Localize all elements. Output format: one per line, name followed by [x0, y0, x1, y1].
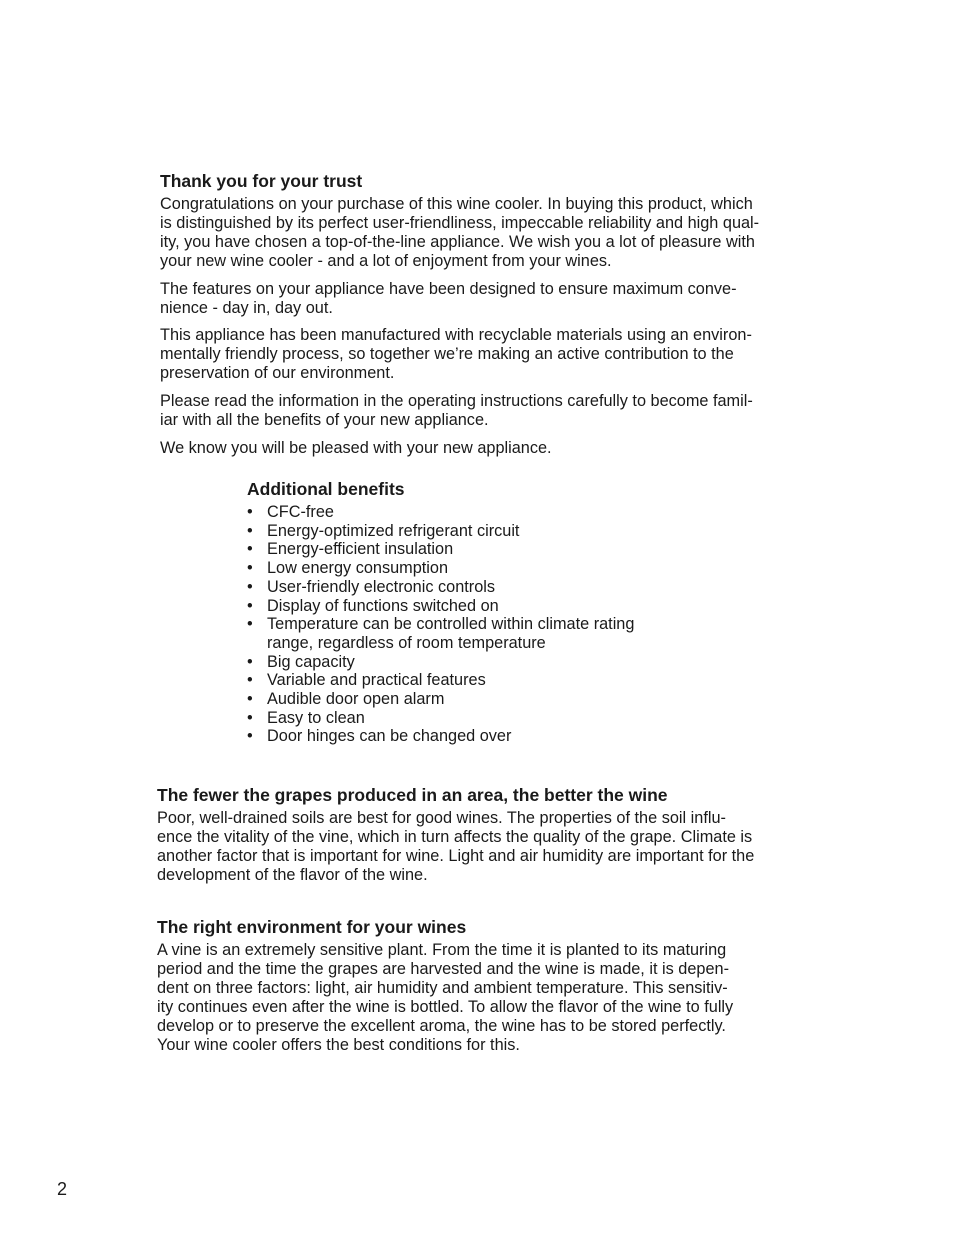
list-item-text: Variable and practical features	[267, 671, 486, 690]
list-item	[247, 671, 767, 690]
bullet-icon: •	[247, 690, 253, 709]
list-item	[247, 597, 767, 616]
bullet-icon: •	[247, 708, 253, 727]
list-item	[247, 653, 767, 672]
environment-section	[157, 916, 782, 1063]
grapes-paragraph: Poor, well-drained soils are best for good wines. The properties of the soil influ- ence the vitality of the vine, which in turn affects the quality of the grape. Climate is another factor that is important for wine. Light and air humidity are important for the development of the flavor of the wine.	[157, 809, 755, 884]
list-item	[247, 522, 767, 541]
benefits-section	[247, 478, 767, 746]
list-item	[247, 615, 767, 652]
benefits-list	[247, 503, 767, 746]
list-item	[247, 727, 767, 746]
trust-section	[160, 170, 785, 467]
list-item-text: Door hinges can be changed over	[267, 727, 512, 746]
bullet-icon: •	[247, 540, 253, 559]
bullet-icon: •	[247, 503, 253, 521]
list-item	[247, 690, 767, 709]
grapes-heading: The fewer the grapes produced in an area, the better the wine	[157, 785, 668, 805]
list-item	[247, 503, 767, 522]
page-number: 2	[57, 1179, 68, 1199]
list-item-text: User-friendly electronic controls	[267, 577, 496, 596]
list-item-text: Display of functions switched on	[267, 596, 499, 615]
bullet-icon: •	[247, 559, 253, 578]
bullet-icon: •	[247, 652, 253, 671]
trust-heading: Thank you for your trust	[160, 171, 363, 191]
list-item-text: Temperature can be controlled within climate rating range, regardless of room temperature	[267, 615, 635, 652]
bullet-icon: •	[247, 727, 253, 746]
list-item-text: Energy-optimized refrigerant circuit	[267, 521, 520, 540]
list-item	[247, 578, 767, 597]
list-item-text: Audible door open alarm	[267, 690, 445, 709]
list-item	[247, 559, 767, 578]
trust-paragraph-2: The features on your appliance have been designed to ensure maximum conve- nience - day in, day out.	[160, 279, 737, 317]
list-item-text: Big capacity	[267, 652, 355, 671]
trust-paragraph-4: Please read the information in the operating instructions carefully to become famil- iar with all the benefits of your new appliance.	[160, 392, 753, 430]
bullet-icon: •	[247, 671, 253, 690]
trust-paragraph-5: We know you will be pleased with your new appliance.	[160, 438, 552, 457]
bullet-icon: •	[247, 577, 253, 596]
trust-paragraph-3: This appliance has been manufactured with recyclable materials using an environ- mentally friendly process, so together we’re making an active contribution to the preservation of our environment.	[160, 326, 752, 383]
list-item	[247, 709, 767, 728]
list-item-text: CFC-free	[267, 503, 334, 521]
environment-paragraph: A vine is an extremely sensitive plant. From the time it is planted to its maturing period and the time the grapes are harvested and the wine is made, it is depen- dent on three factors: light, air humidity and ambient temperature. This sensitiv- ity continues even after the wine is bottled. To allow the flavor of the wine to fully develop or to preserve the excellent aroma, the wine has to be stored perfectly. Your wine cooler offers the best conditions for this.	[157, 941, 734, 1054]
list-item-text: Low energy consumption	[267, 559, 449, 578]
list-item	[247, 540, 767, 559]
environment-heading: The right environment for your wines	[157, 917, 467, 937]
trust-paragraph-1: Congratulations on your purchase of this wine cooler. In buying this product, which is distinguished by its perfect user-friendliness, impeccable reliability and high qual- ity, you have chosen a top-of-the-line appliance. We wish you a lot of pleasure with your new wine cooler - and a lot of enjoyment from your wines.	[160, 195, 760, 270]
bullet-icon: •	[247, 596, 253, 615]
list-item-text: Energy-efficient insulation	[267, 540, 454, 559]
grapes-section	[157, 784, 782, 894]
list-item-text: Easy to clean	[267, 708, 365, 727]
benefits-heading: Additional benefits	[247, 479, 405, 499]
bullet-icon: •	[247, 615, 253, 634]
bullet-icon: •	[247, 521, 253, 540]
